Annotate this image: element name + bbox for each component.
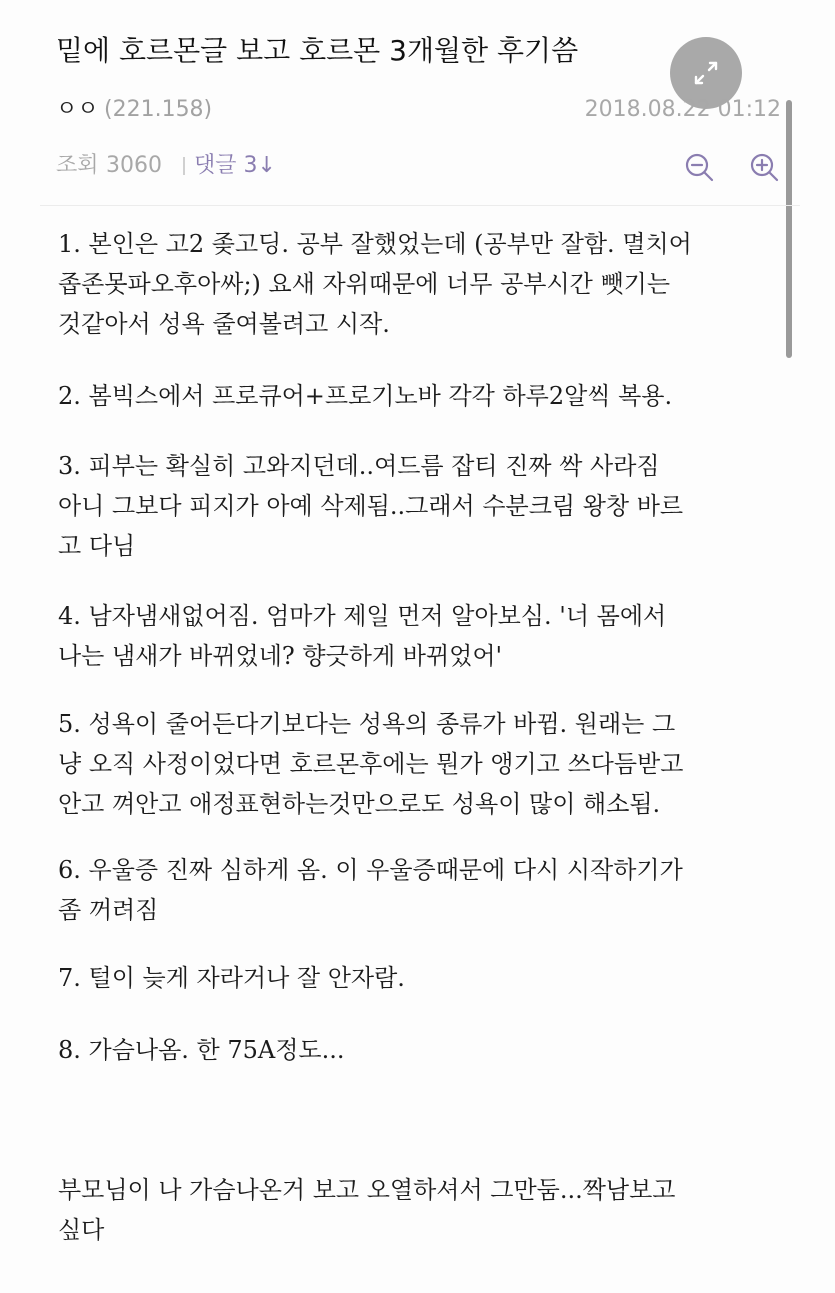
paragraph-8 bbox=[58, 1030, 788, 1070]
body-line: 4. 남자냄새없어짐. 엄마가 제일 먼저 알아보심. '너 몸에서 bbox=[58, 602, 667, 630]
body-line: 2. 봄빅스에서 프로큐어+프로기노바 각각 하루2알씩 복용. bbox=[58, 382, 673, 410]
post-stats bbox=[56, 148, 781, 184]
body-line: 6. 우울증 진짜 심하게 옴. 이 우울증때문에 다시 시작하기가 bbox=[58, 856, 683, 884]
paragraph-7 bbox=[58, 958, 788, 998]
body-line: 것같아서 성욕 줄여볼려고 시작. bbox=[58, 310, 390, 338]
body-line: 3. 피부는 확실히 고와지던데..여드름 잡티 진짜 싹 사라짐 bbox=[58, 452, 660, 480]
zoom-in-button[interactable] bbox=[747, 150, 781, 184]
body-line: 7. 털이 늦게 자라거나 잘 안자람. bbox=[58, 964, 405, 992]
body-line: 아니 그보다 피지가 아예 삭제됨..그래서 수분크림 왕창 바르 bbox=[58, 492, 684, 520]
body-line: 좀 꺼려짐 bbox=[58, 896, 159, 924]
post-title: 밑에 호르몬글 보고 호르몬 3개월한 후기씀 bbox=[56, 34, 579, 67]
body-line: 안고 껴안고 애정표현하는것만으로도 성욕이 많이 해소됨. bbox=[58, 790, 661, 818]
body-line: 5. 성욕이 줄어든다기보다는 성욕의 종류가 바뀜. 원래는 그 bbox=[58, 710, 676, 738]
author-name[interactable]: ㅇㅇ bbox=[56, 97, 99, 122]
body-line: 부모님이 나 가슴나온거 보고 오열하셔서 그만둠...짝남보고 bbox=[58, 1176, 676, 1204]
zoom-out-icon bbox=[682, 150, 716, 184]
paragraph-9 bbox=[58, 1170, 788, 1250]
paragraph-6 bbox=[58, 850, 788, 930]
post-date: 2018.08.22 01:12 bbox=[584, 97, 781, 122]
paragraph-2 bbox=[58, 376, 788, 416]
paragraph-5 bbox=[58, 704, 788, 824]
body-line: 나는 냄새가 바뀌었네? 향긋하게 바뀌었어' bbox=[58, 642, 503, 670]
author-ip: (221.158) bbox=[104, 97, 213, 122]
comments-link[interactable]: 댓글 3↓ bbox=[194, 153, 276, 178]
paragraph-3 bbox=[58, 446, 788, 566]
body-line: 1. 본인은 고2 좆고딩. 공부 잘했었는데 (공부만 잘함. 멸치어 bbox=[58, 230, 692, 258]
body-line: 냥 오직 사정이었다면 호르몬후에는 뭔가 앵기고 쓰다듬받고 bbox=[58, 750, 684, 778]
body-line: 좁존못파오후아싸;) 요새 자위때문에 너무 공부시간 뺏기는 bbox=[58, 270, 671, 298]
expand-arrows-icon bbox=[689, 56, 723, 90]
paragraph-4 bbox=[58, 596, 788, 676]
views-count: 3060 bbox=[106, 153, 162, 178]
body-line: 8. 가슴나옴. 한 75A정도... bbox=[58, 1036, 345, 1064]
header-divider bbox=[40, 205, 800, 206]
body-line: 고 다님 bbox=[58, 532, 136, 560]
paragraph-1 bbox=[58, 224, 788, 344]
post-meta bbox=[56, 92, 781, 128]
stats-divider bbox=[183, 157, 185, 175]
body-line: 싶다 bbox=[58, 1216, 105, 1244]
zoom-in-icon bbox=[747, 150, 781, 184]
views-label: 조회 bbox=[56, 153, 99, 178]
zoom-out-button[interactable] bbox=[682, 150, 716, 184]
